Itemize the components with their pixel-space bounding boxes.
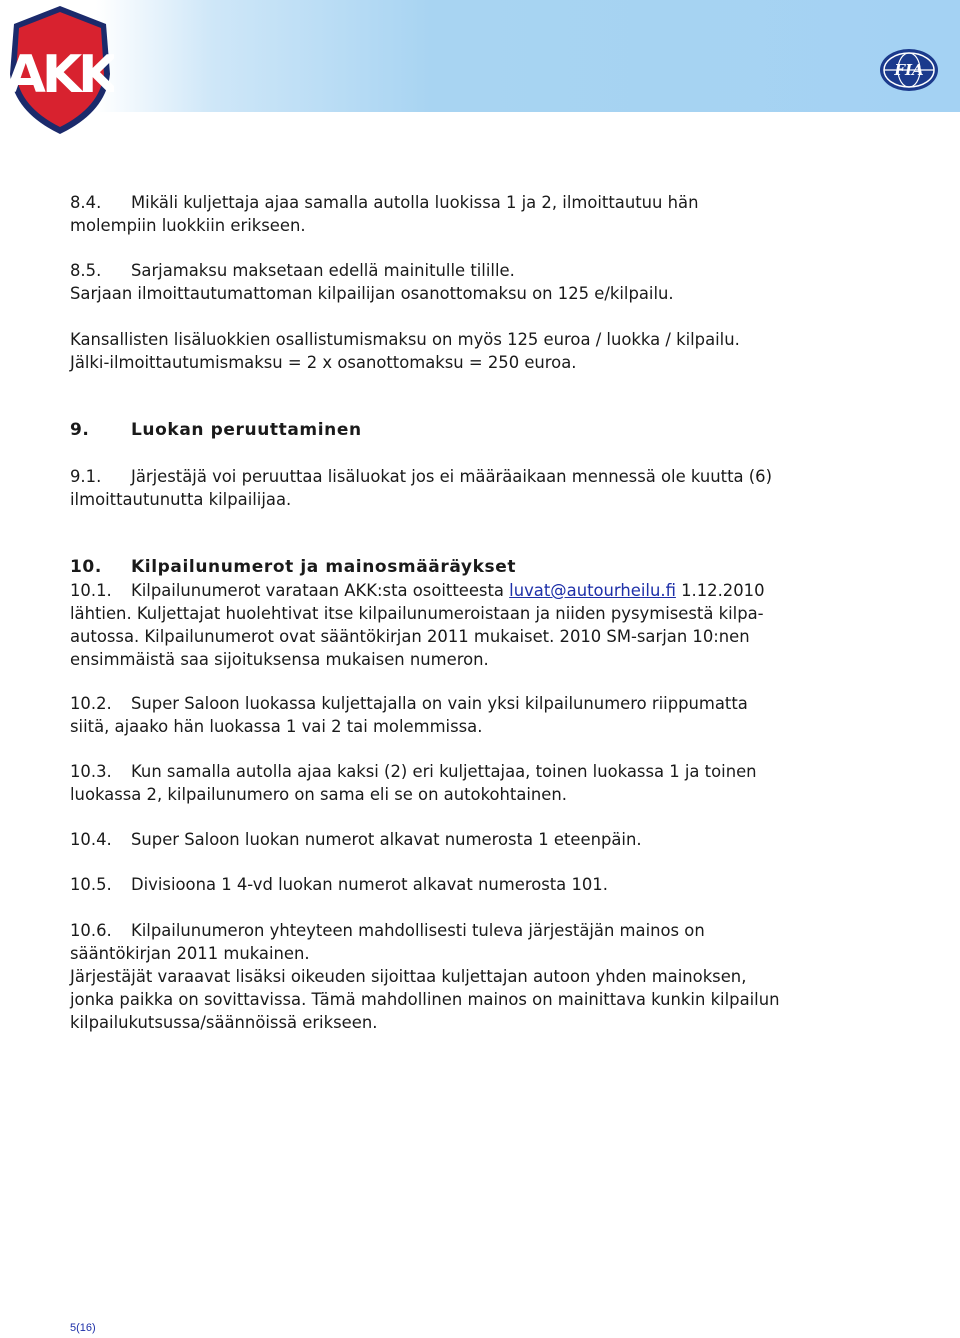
paragraph-line: Divisioona 1 4-vd luokan numerot alkavat numerosta 101.: [131, 875, 608, 894]
svg-text:FIA: FIA: [894, 61, 924, 79]
section-number: 8.4.: [70, 193, 102, 212]
section-number: 10.6.: [70, 921, 112, 940]
paragraph-line: siitä, ajaako hän luokassa 1 vai 2 tai molemmissa.: [70, 717, 483, 736]
paragraph-line: Järjestäjä voi peruuttaa lisäluokat jos ei määräaikaan mennessä ole kuutta (6): [131, 467, 772, 486]
paragraph-line: Jälki-ilmoittautumismaksu = 2 x osanottomaksu = 250 euroa.: [70, 353, 577, 372]
section-10-1: [70, 579, 900, 671]
paragraph-line: autossa. Kilpailunumerot ovat sääntökirjan 2011 mukaiset. 2010 SM-sarjan 10:nen: [70, 627, 750, 646]
section-number: 10.1.: [70, 581, 112, 600]
paragraph-line: lähtien. Kuljettajat huolehtivat itse kilpailunumeroistaan ja niiden pysymisestä kilpa-: [70, 604, 764, 623]
section-number: 9.1.: [70, 467, 102, 486]
section-10-6: [70, 919, 900, 1034]
section-8-5: [70, 259, 900, 305]
paragraph-line: kilpailukutsussa/säännöissä erikseen.: [70, 1013, 378, 1032]
paragraph-line: Järjestäjät varaavat lisäksi oikeuden sijoittaa kuljettajan autoon yhden mainoksen,: [70, 967, 747, 986]
paragraph-line: Super Saloon luokassa kuljettajalla on vain yksi kilpailunumero riippumatta: [131, 694, 748, 713]
paragraph-line: ensimmäistä saa sijoituksensa mukaisen numeron.: [70, 650, 489, 669]
section-number: 10.5.: [70, 875, 112, 894]
page-number: 5(16): [70, 1322, 96, 1334]
email-link[interactable]: luvat@autourheilu.fi: [509, 581, 676, 600]
section-8-5-fees: [70, 328, 900, 374]
header-band: [0, 0, 960, 112]
section-number: 10.2.: [70, 694, 112, 713]
paragraph-text: Kilpailunumerot varataan AKK:sta osoitteesta: [131, 581, 510, 600]
fia-globe-logo: [878, 46, 940, 94]
heading-number: 10.: [70, 557, 102, 577]
heading-number: 9.: [70, 420, 90, 440]
paragraph-line: Kun samalla autolla ajaa kaksi (2) eri kuljettajaa, toinen luokassa 1 ja toinen: [131, 762, 757, 781]
svg-text:AKK: AKK: [6, 45, 114, 105]
paragraph-text: 1.12.2010: [675, 581, 765, 600]
paragraph-line: Super Saloon luokan numerot alkavat numerosta 1 eteenpäin.: [131, 830, 642, 849]
heading-title: Kilpailunumerot ja mainosmääräykset: [131, 557, 517, 577]
section-10-4: [70, 828, 900, 851]
heading-title: Luokan peruuttaminen: [131, 420, 362, 440]
section-number: 8.5.: [70, 261, 102, 280]
paragraph-line: Kansallisten lisäluokkien osallistumismaksu on myös 125 euroa / luokka / kilpailu.: [70, 330, 740, 349]
section-number: 10.3.: [70, 762, 112, 781]
paragraph-line: Sarjamaksu maksetaan edellä mainitulle tilille.: [131, 261, 515, 280]
paragraph-line: Mikäli kuljettaja ajaa samalla autolla luokissa 1 ja 2, ilmoittautuu hän: [131, 193, 699, 212]
paragraph-line: luokassa 2, kilpailunumero on sama eli se on autokohtainen.: [70, 785, 567, 804]
paragraph-line: molempiin luokkiin erikseen.: [70, 216, 306, 235]
paragraph-line: Sarjaan ilmoittautumattoman kilpailijan osanottomaksu on 125 e/kilpailu.: [70, 284, 674, 303]
heading-section-9: [70, 419, 900, 442]
paragraph-line: sääntökirjan 2011 mukainen.: [70, 944, 310, 963]
section-10-2: [70, 692, 900, 738]
paragraph-line: jonka paikka on sovittavissa. Tämä mahdollinen mainos on mainittava kunkin kilpailun: [70, 990, 780, 1009]
section-8-4: [70, 191, 900, 237]
paragraph-line: Kilpailunumeron yhteyteen mahdollisesti tuleva järjestäjän mainos on: [131, 921, 705, 940]
paragraph-line: ilmoittautunutta kilpailijaa.: [70, 490, 292, 509]
section-number: 10.4.: [70, 830, 112, 849]
section-10-3: [70, 760, 900, 806]
section-10-5: [70, 873, 900, 896]
section-9-1: [70, 465, 900, 511]
heading-section-10: [70, 556, 900, 579]
akk-logo: [6, 4, 114, 136]
